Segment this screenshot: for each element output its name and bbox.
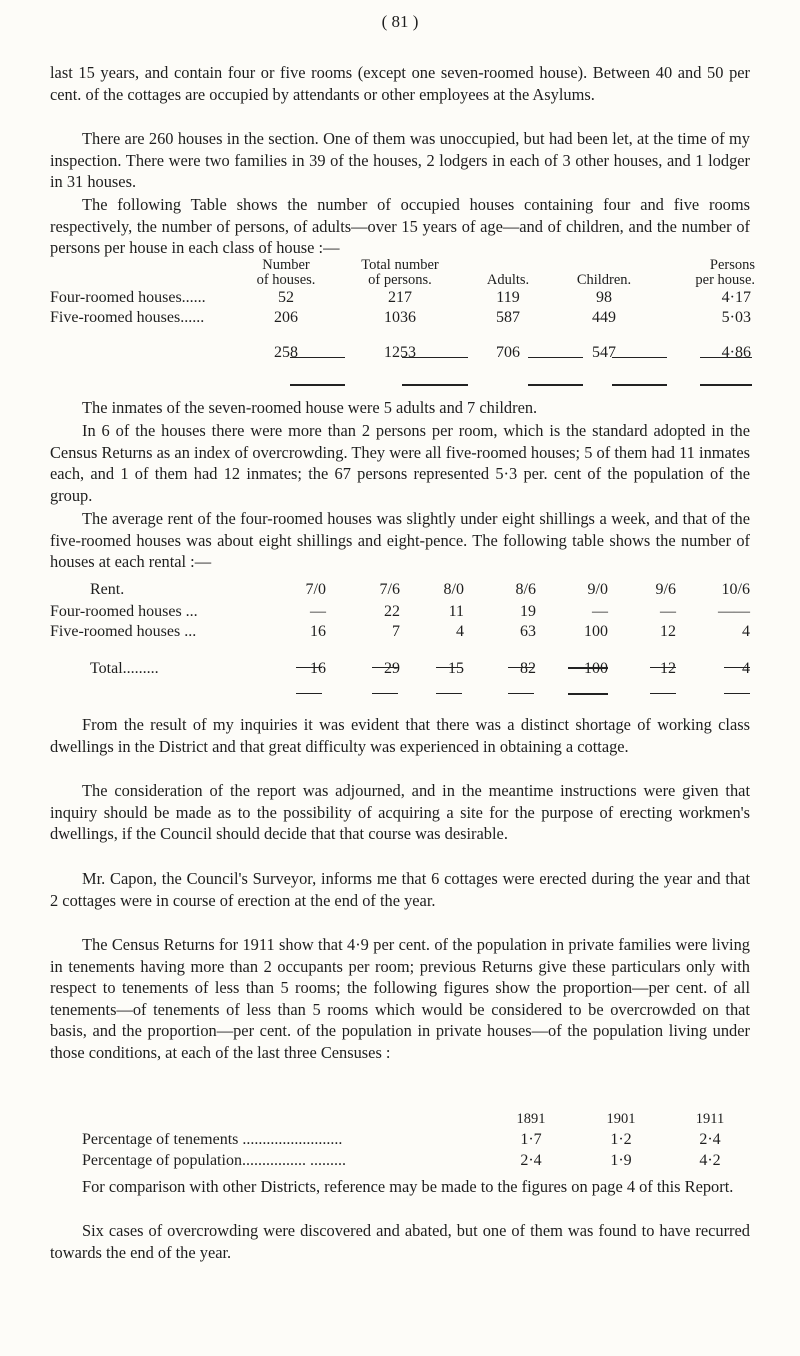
houses-table-header-row [50,273,755,288]
total-label: Total......... [90,660,159,677]
rent-total-cell: 100 [584,660,608,677]
census-cell: 2·4 [520,1151,542,1169]
cell-adults: 119 [496,289,520,306]
row-label: Four-roomed houses ... [50,603,198,620]
rent-total-cell: 15 [448,660,464,677]
census-cell: 1·7 [520,1130,542,1148]
rent-cell: 16 [310,623,326,640]
rent-header-row [50,578,750,602]
houses-table [50,258,755,364]
paragraph-cases: Six cases of overcrowding were discovered and abated, but one of them was found to have recurred towards the end of the year. [50,1221,750,1262]
row-label: Five-roomed houses...... [50,309,205,326]
rent-column-header: 8/0 [443,581,464,598]
cell-persons: 1036 [384,309,416,326]
rent-cell: 22 [384,603,400,620]
census-year: 1901 [606,1110,636,1127]
table-row [50,1129,750,1150]
census-cell: 1·9 [610,1151,632,1169]
paragraph-seven-roomed: The inmates of the seven-roomed house were 5 adults and 7 children. [82,398,538,417]
table-row [50,622,750,642]
page-number: ( 81 ) [381,12,419,31]
header-persons-per-house-2: per house. [695,272,755,288]
cell-adults: 587 [496,309,520,326]
rent-cell: 11 [448,603,464,620]
rent-total-cell: 29 [384,660,400,677]
row-label: Five-roomed houses ... [50,623,197,640]
rent-total-cell: 12 [660,660,676,677]
rent-header-label: Rent. [90,581,125,598]
houses-table-header-row [50,258,755,273]
paragraph-surveyor: Mr. Capon, the Council's Surveyor, informs me that 6 cottages were erected during the year and that 2 cottages were in course of erection at the end of the year. [50,869,750,910]
total-rules-bottom [0,384,800,388]
census-cell: 4·2 [699,1151,721,1169]
cell-per-house: 5·03 [721,309,751,326]
rent-cell: — [592,603,608,620]
total-per-house: 4·86 [721,344,751,361]
rent-table [50,578,750,680]
paragraph-table-intro: The following Table shows the number of occupied houses containing four and five rooms respectively, the number of persons, of adults—over 15 years of age—and of children, and the number of persons per house in each class of house :— [50,195,750,257]
header-total-persons: Total number [361,257,439,273]
rent-cell: — [310,603,326,620]
rent-cell: 63 [520,623,536,640]
census-table [50,1109,750,1171]
paragraph-comparison: For comparison with other Districts, reference may be made to the figures on page 4 of this Report. [82,1177,734,1196]
rent-column-header: 10/6 [721,581,750,598]
table-row [50,1150,750,1171]
rent-column-header: 8/6 [515,581,536,598]
row-label: Four-roomed houses...... [50,289,206,306]
rent-column-header: 9/0 [587,581,608,598]
header-children: Children. [576,272,632,288]
table-row [50,602,750,622]
rent-column-header: 7/6 [379,581,400,598]
total-adults: 706 [496,344,520,361]
total-persons: 1253 [384,344,416,361]
total-rules-top [0,357,800,361]
census-year: 1911 [695,1110,725,1127]
cell-children: 449 [592,309,616,326]
header-adults: Adults. [486,272,530,288]
rent-cell: 19 [520,603,536,620]
header-total-persons-2: of persons. [368,272,432,288]
paragraph-houses-count: There are 260 houses in the section. One of them was unoccupied, but had been let, at the time of my inspection. There were two families in 39 of the houses, 2 lodgers in each of 3 other houses, and 1 lodger in 31 houses. [50,129,750,191]
paragraph-consideration: The consideration of the report was adjourned, and in the meantime instructions were given that inquiry should be made as to the possibility of acquiring a site for the purpose of erecting workmen's dwellings, if the Council should decide that that course was desirable. [50,781,750,843]
header-persons-per-house: Persons [709,257,755,273]
row-label: Percentage of population................ ......... [82,1151,346,1169]
rent-total-cell: 16 [310,660,326,677]
rent-cell: 100 [584,623,608,640]
rent-total-cell: 82 [520,660,536,677]
header-number-of-houses-2: of houses. [256,272,316,288]
cell-per-house: 4·17 [721,289,751,306]
row-label: Percentage of tenements ......................... [82,1130,343,1148]
rent-cell: 12 [660,623,676,640]
totals-row [50,658,750,680]
total-children: 547 [592,344,616,361]
rent-cell: — [660,603,676,620]
rent-cell: 7 [392,623,400,640]
rent-column-header: 9/6 [655,581,676,598]
table-row [50,308,755,328]
rent-total-cell: 4 [742,660,750,677]
rent-cell: 4 [742,623,750,640]
cell-houses: 206 [274,309,298,326]
rent-column-header: 7/0 [305,581,326,598]
cell-children: 98 [596,289,612,306]
paragraph-cottages: last 15 years, and contain four or five rooms (except one seven-roomed house). Between 40 and 50 per cent. of the cottages are occupied by attendants or other employees at the Asylums. [50,63,750,104]
paragraph-overcrowding: In 6 of the houses there were more than 2 persons per room, which is the standard adopted in the Census Returns as an index of overcrowding. They were all five-roomed houses; 5 of them had 11 inmates each, and 1 of them had 12 inmates; the 67 persons represented 5·3 per. cent of the population of the group. [50,421,750,505]
total-houses: 258 [274,344,298,361]
census-years-row [50,1109,750,1129]
table-row [50,288,755,308]
census-cell: 2·4 [699,1130,721,1148]
census-cell: 1·2 [610,1130,632,1148]
paragraph-census: The Census Returns for 1911 show that 4·9 per cent. of the population in private families were living in tenements having more than 2 occupants per room; previous Returns give these particulars only with respect to tenements of less than 5 rooms; the following figures show the proportion—per cent. of all tenements—of tenements of less than 5 rooms which would be considered to be overcrowded on that basis, and the proportion—per cent. of the population in private houses—of the population living under those conditions, at each of the last three Censuses : [50,935,750,1062]
rent-cell: —— [718,603,750,620]
header-number-of-houses: Number [262,257,310,273]
census-year: 1891 [516,1110,546,1127]
paragraph-shortage: From the result of my inquiries it was evident that there was a distinct shortage of working class dwellings in the District and that great difficulty was experienced in obtaining a cottage. [50,715,750,756]
cell-houses: 52 [278,289,294,306]
cell-persons: 217 [388,289,412,306]
rent-cell: 4 [456,623,464,640]
paragraph-rent: The average rent of the four-roomed houses was slightly under eight shillings a week, and that of the five-roomed houses was about eight shillings and eight-pence. The following table shows the number of houses at each rental :— [50,509,750,571]
